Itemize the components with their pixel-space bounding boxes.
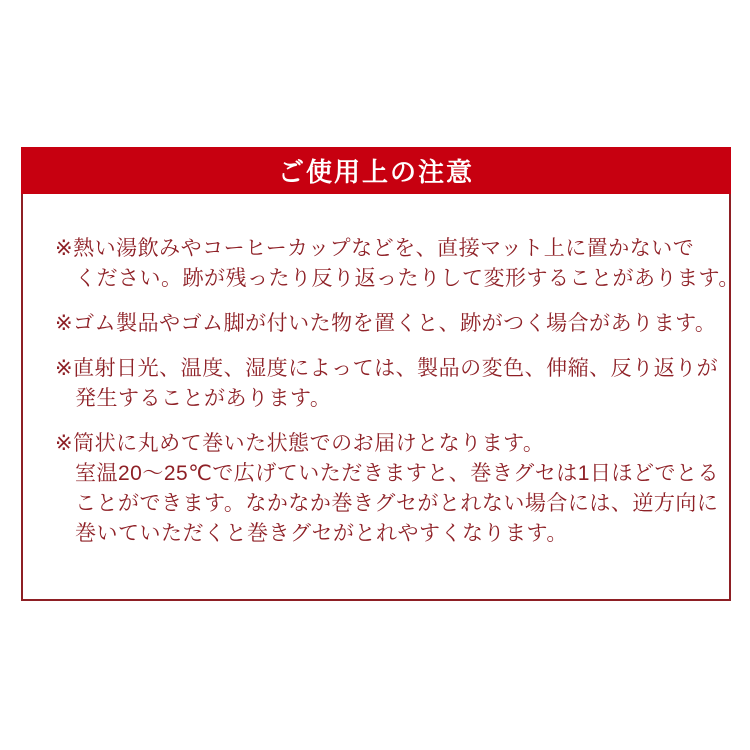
note-line: ※熱い湯飲みやコーヒーカップなどを、直接マット上に置かないで <box>55 237 695 260</box>
note-item <box>55 354 719 414</box>
note-item <box>55 309 717 339</box>
note-line: ください。跡が残ったり反り返ったりして変形することがあります。 <box>75 267 740 290</box>
notice-header-bar <box>21 147 731 194</box>
note-item <box>55 234 740 294</box>
note-line: ※直射日光、温度、湿度によっては、製品の変色、伸縮、反り返りが <box>55 357 719 380</box>
note-line: 発生することがあります。 <box>75 387 332 410</box>
caution-notice-panel <box>21 147 740 601</box>
note-line: 室温20〜25℃で広げていただきますと、巻きグセは1日ほどでとる <box>75 462 719 485</box>
note-line: 巻いていただくと巻きグセがとれやすくなります。 <box>75 522 568 545</box>
note-line: ことができます。なかなか巻きグセがとれない場合には、逆方向に <box>75 492 719 515</box>
note-line: ※筒状に丸めて巻いた状態でのお届けとなります。 <box>55 432 545 455</box>
note-line: ※ゴム製品やゴム脚が付いた物を置くと、跡がつく場合があります。 <box>55 312 717 335</box>
note-item <box>55 429 719 549</box>
notice-title: ご使用上の注意 <box>277 157 474 187</box>
notice-body-box <box>21 194 740 601</box>
